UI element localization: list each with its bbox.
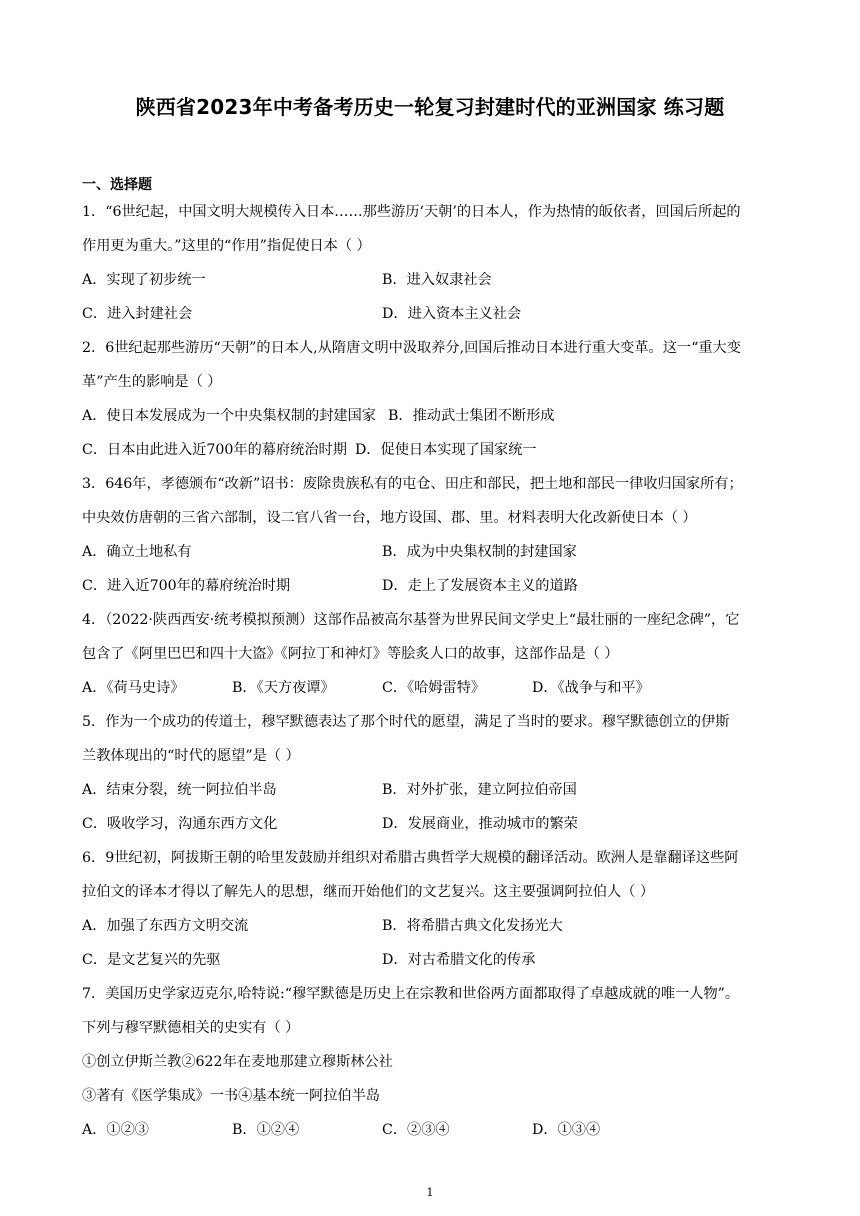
option-b: B．推动武士集团不断形成: [388, 408, 555, 424]
options-row: [82, 1117, 782, 1151]
options-row: [82, 947, 782, 981]
option-d: D．促使日本实现了国家统一: [354, 442, 537, 458]
option-d: D．①③④: [532, 1122, 601, 1138]
question-7: [82, 981, 782, 1151]
option-c: C．是文艺复兴的先驱: [82, 952, 221, 968]
question-4: [82, 607, 782, 709]
question-stem-line: 兰教体现出的“时代的愿望”是（ ）: [82, 748, 300, 764]
question-stem-line: 包含了《阿里巴巴和四十大盗》《阿拉丁和神灯》等脍炙人口的故事，这部作品是（ ）: [82, 646, 619, 662]
option-c: C．吸收学习，沟通东西方文化: [82, 816, 278, 832]
option-a: A．加强了东西方文明交流: [82, 918, 249, 934]
option-a: A．确立土地私有: [82, 544, 192, 560]
question-stem-line: 7．美国历史学家迈克尔,哈特说:“穆罕默德是历史上在宗教和世俗两方面都取得了卓越成就的唯一人物”。: [82, 986, 740, 1002]
option-b: B．①②④: [232, 1122, 300, 1138]
option-b: B．《天方夜谭》: [232, 680, 335, 696]
option-a: A．①②③: [82, 1122, 149, 1138]
question-3: [82, 471, 782, 607]
options-row: [82, 437, 782, 471]
question-1: [82, 199, 782, 335]
options-row: [82, 267, 782, 301]
option-d: D．走上了发展资本主义的道路: [382, 578, 578, 594]
options-row: [82, 777, 782, 811]
question-stem-line: 拉伯文的译本才得以了解先人的思想，继而开始他们的文艺复兴。这主要强调阿拉伯人（ ）: [82, 884, 655, 900]
option-d: D．对古希腊文化的传承: [382, 952, 536, 968]
option-b: B．将希腊古典文化发扬光大: [382, 918, 563, 934]
question-stem-line: 3．646年，孝德颁布“改新”诏书：废除贵族私有的屯仓、田庄和部民，把土地和部民一律收归国家所有；: [82, 476, 743, 492]
option-b: B．进入奴隶社会: [382, 272, 492, 288]
options-row: [82, 539, 782, 573]
option-d: D．发展商业，推动城市的繁荣: [382, 816, 578, 832]
option-b: B．对外扩张，建立阿拉伯帝国: [382, 782, 577, 798]
options-row: [82, 675, 782, 709]
option-a: A．实现了初步统一: [82, 272, 206, 288]
option-c: C．进入近700年的幕府统治时期: [82, 578, 291, 594]
question-stem-line: 作用更为重大。”这里的“作用”指促使日本（ ）: [82, 238, 371, 254]
question-stem-line: 中央效仿唐朝的三省六部制，设二官八省一台，地方设国、郡、里。材料表明大化改新使日本（ ）: [82, 510, 697, 526]
question-stem-line: 革”产生的影响是（ ）: [82, 374, 222, 390]
question-6: [82, 845, 782, 981]
option-d: D．《战争与和平》: [532, 680, 650, 696]
option-c: C．日本由此进入近700年的幕府统治时期: [82, 442, 347, 458]
question-stem-line: ③著有《医学集成》一书④基本统一阿拉伯半岛: [82, 1088, 380, 1104]
option-a: A．使日本发展成为一个中央集权制的封建国家: [82, 408, 376, 424]
option-d: D．进入资本主义社会: [382, 306, 522, 322]
options-row: [82, 811, 782, 845]
option-a: A．结束分裂，统一阿拉伯半岛: [82, 782, 277, 798]
options-row: [82, 301, 782, 335]
question-list: [82, 199, 782, 1151]
question-stem-line: ①创立伊斯兰教②622年在麦地那建立穆斯林公社: [82, 1054, 393, 1070]
options-row: [82, 913, 782, 947]
option-c: C．《哈姆雷特》: [382, 680, 486, 696]
question-stem-line: 下列与穆罕默德相关的史实有（ ）: [82, 1020, 300, 1036]
option-c: C．进入封建社会: [82, 306, 193, 322]
question-stem-line: 1．“6世纪起，中国文明大规模传入日本……那些游历‘天朝’的日本人，作为热情的皈依者，回国后所起的: [82, 204, 741, 220]
question-stem-line: 4．（2022·陕西西安·统考模拟预测）这部作品被高尔基誉为世界民间文学史上“最壮丽的一座纪念碑”，它: [82, 612, 740, 628]
options-row: [82, 403, 782, 437]
option-c: C．②③④: [382, 1122, 450, 1138]
section-heading: 一、选择题: [82, 177, 152, 193]
question-2: [82, 335, 782, 471]
page-number: 1: [426, 1186, 434, 1199]
options-row: [82, 573, 782, 607]
question-stem-line: 5．作为一个成功的传道士，穆罕默德表达了那个时代的愿望，满足了当时的要求。穆罕默德创立的伊斯: [82, 714, 730, 730]
question-5: [82, 709, 782, 845]
page-title: 陕西省2023年中考备考历史一轮复习封建时代的亚洲国家 练习题: [135, 95, 725, 119]
question-stem-line: 2．6世纪起那些游历“天朝”的日本人,从隋唐文明中汲取养分,回国后推动日本进行重大变革。这一“重大变: [82, 340, 741, 356]
option-a: A．《荷马史诗》: [82, 680, 185, 696]
question-stem-line: 6．9世纪初，阿拔斯王朝的哈里发鼓励并组织对希腊古典哲学大规模的翻译活动。欧洲人是靠翻译这些阿: [82, 850, 739, 866]
option-b: B．成为中央集权制的封建国家: [382, 544, 577, 560]
